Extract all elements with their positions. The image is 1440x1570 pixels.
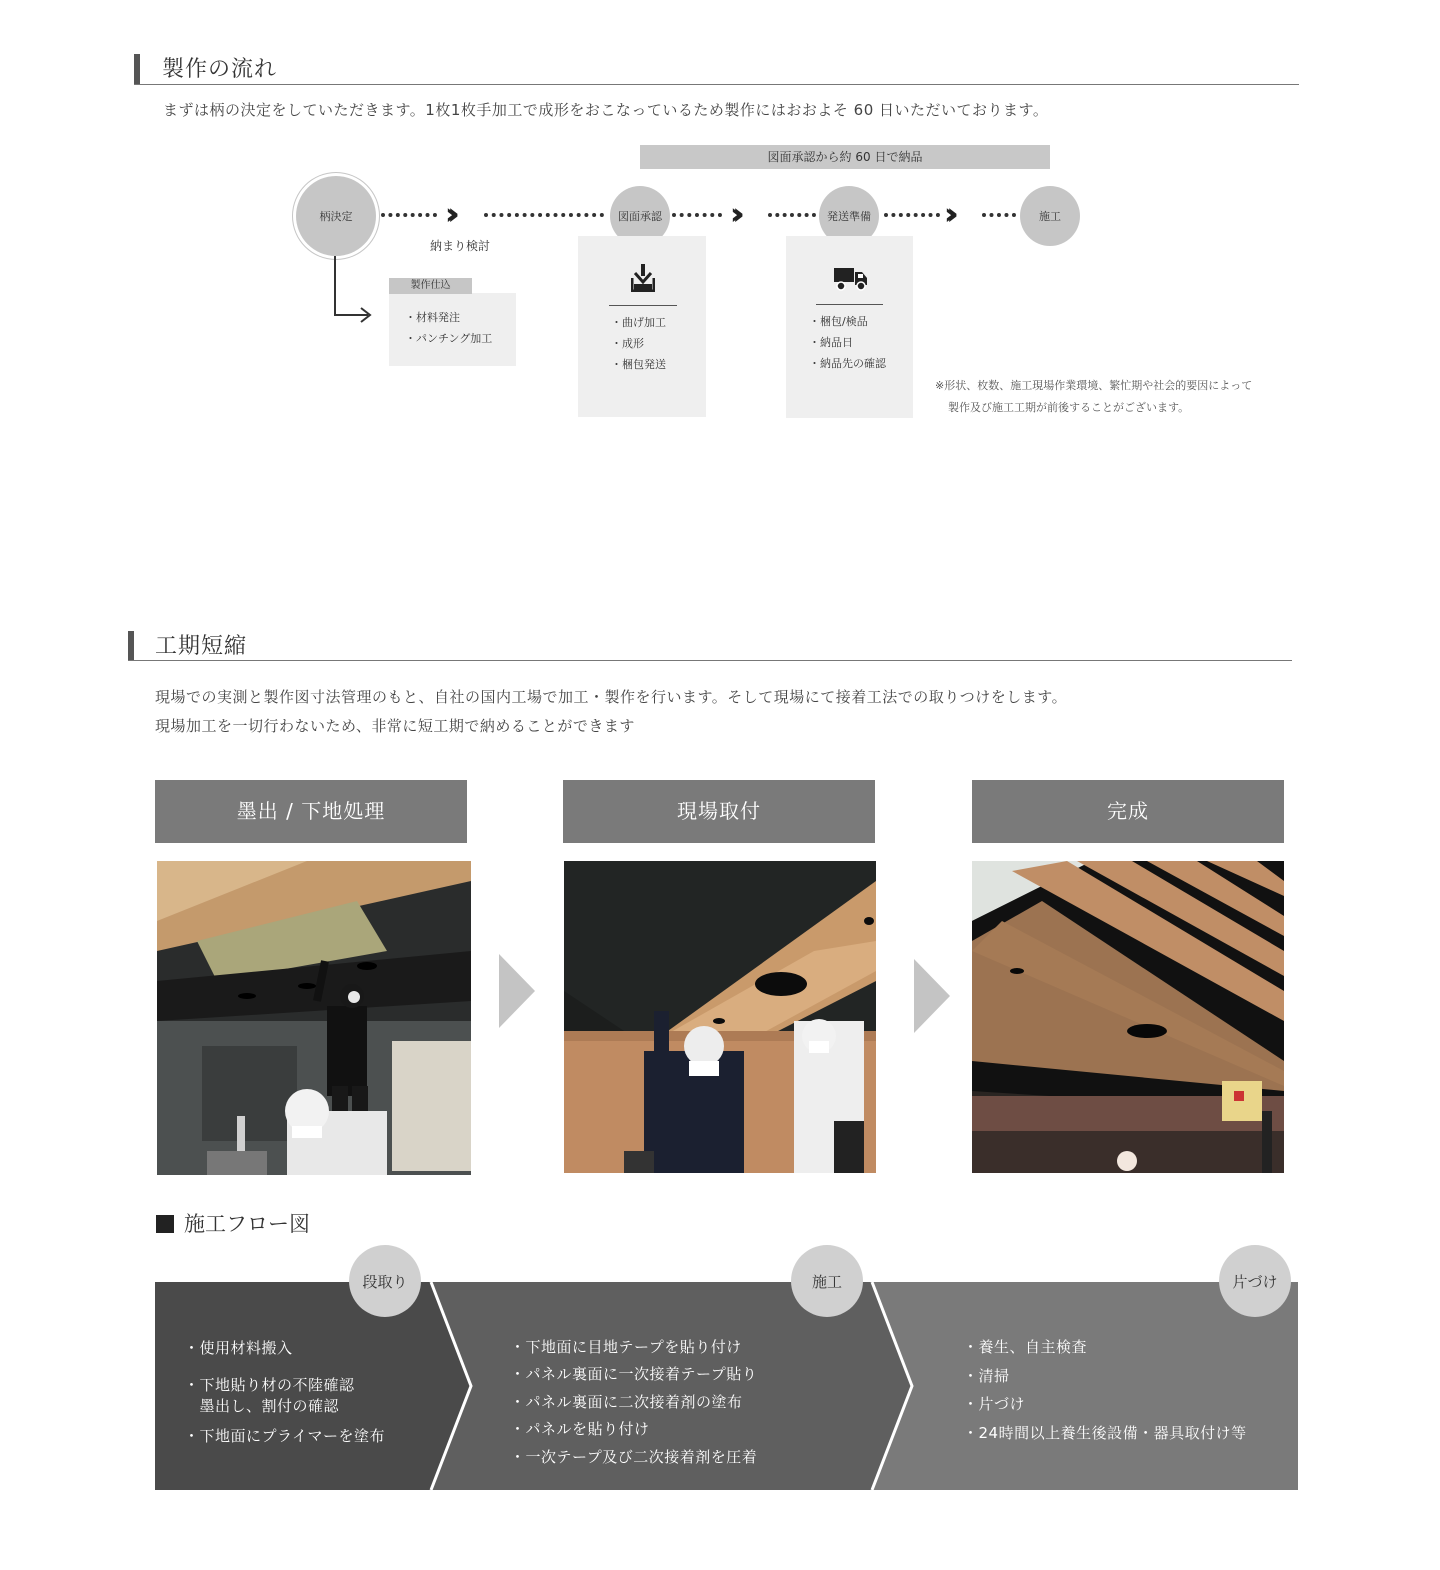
list-item: ・パンチング加工: [405, 332, 493, 345]
list-item: ・曲げ加工: [611, 316, 666, 329]
section-rule: [128, 660, 1292, 661]
double-chevron-icon: ››: [944, 197, 949, 232]
section-marker: [134, 54, 140, 84]
divider: [816, 304, 883, 305]
phase-item: ・使用材料搬入: [184, 1339, 293, 1357]
phase-item: ・下地面に目地テープを貼り付け: [510, 1338, 742, 1356]
dotted-connector: [484, 213, 604, 217]
photo-installation: [564, 861, 876, 1173]
phase-item: ・一次テープ及び二次接着剤を圧着: [510, 1448, 758, 1466]
step-label: 発送準備: [827, 210, 871, 223]
list-item: ・材料発注: [405, 311, 460, 324]
list-item: ・梱包発送: [611, 358, 666, 371]
period-bar: 図面承認から約 60 日で納品: [640, 145, 1050, 169]
phase-item: ・パネル裏面に一次接着テープ貼り: [510, 1365, 758, 1383]
phase-item: ・下地面にプライマーを塗布: [184, 1427, 386, 1445]
review-label: 納まり検討: [430, 239, 491, 253]
production-intro: まずは柄の決定をしていただきます。1枚1枚手加工で成形をおこなっているため製作にはおおよそ 60 日いただいております。: [163, 101, 1049, 119]
photo-completed: [972, 861, 1284, 1173]
phase-badge-construction: 施工: [791, 1245, 863, 1317]
step-header-complete: 完成: [972, 780, 1284, 843]
list-item: ・納品先の確認: [809, 357, 886, 370]
section-marker: [128, 631, 134, 661]
elbow-arrow-icon: [328, 256, 378, 326]
shipping-list: [809, 311, 886, 374]
step-arrow-icon: [914, 959, 950, 1033]
step-label: 図面承認: [618, 210, 662, 223]
intro-line: 現場での実測と製作図寸法管理のもと、自社の国内工場で加工・製作を行います。そして現場にて接着工法での取りつけをします。: [155, 688, 1068, 706]
section-title-production: 製作の流れ: [162, 57, 278, 82]
dotted-connector: [982, 213, 1016, 217]
list-item: ・成形: [611, 337, 644, 350]
square-bullet-icon: [156, 1215, 174, 1233]
divider: [609, 305, 677, 306]
phase-item: ・下地貼り材の不陸確認: [184, 1376, 355, 1394]
intro-line: 現場加工を一切行わないため、非常に短工期で納めることができます: [155, 717, 635, 735]
dotted-connector: [381, 213, 437, 217]
prep-label: 製作仕込: [389, 278, 472, 294]
note-line: ※形状、枚数、施工現場作業環境、繁忙期や社会的要因によって: [935, 379, 1253, 392]
phase-item: 墨出し、割付の確認: [184, 1397, 340, 1415]
step-arrow-icon: [499, 954, 535, 1028]
step-circle-construction: [1020, 186, 1080, 246]
phase-item: ・24時間以上養生後設備・器具取付け等: [963, 1424, 1247, 1442]
phase-item: ・パネルを貼り付け: [510, 1420, 650, 1438]
section-rule: [134, 84, 1299, 85]
step-label: 施工: [1039, 210, 1061, 223]
photo-marking: [157, 861, 471, 1175]
section-title-shortening: 工期短縮: [155, 634, 248, 659]
dotted-connector: [884, 213, 940, 217]
phase-item: ・パネル裏面に二次接着剤の塗布: [510, 1393, 743, 1411]
download-tray-icon: [631, 264, 655, 292]
shortening-intro: [155, 683, 1067, 741]
phase-item: ・片づけ: [963, 1395, 1026, 1413]
phase-badge-finish: 片づけ: [1219, 1245, 1291, 1317]
double-chevron-icon: ››: [445, 197, 450, 232]
prep-list: [405, 307, 492, 349]
construction-flow-title-text: 施工フロー図: [184, 1212, 310, 1236]
dotted-connector: [768, 213, 816, 217]
approval-list: [611, 312, 666, 375]
construction-flow-title: [156, 1208, 310, 1238]
note-line: 製作及び施工工期が前後することがございます。: [948, 401, 1190, 414]
phase-badge-setup: 段取り: [349, 1245, 421, 1317]
step-label: 柄決定: [319, 210, 353, 223]
dotted-connector: [672, 213, 722, 217]
step-header-install: 現場取付: [563, 780, 875, 843]
list-item: ・梱包/検品: [809, 315, 868, 328]
truck-icon: [834, 266, 868, 292]
phase-item: ・養生、自主検査: [963, 1338, 1088, 1356]
list-item: ・納品日: [809, 336, 853, 349]
step-header-marking: 墨出 / 下地処理: [155, 780, 467, 843]
step-circle-pattern: [296, 176, 376, 256]
double-chevron-icon: ››: [730, 197, 735, 232]
phase-band-finish: [872, 1282, 1298, 1490]
phase-item: ・清掃: [963, 1367, 1010, 1385]
schedule-note: [935, 375, 1252, 419]
